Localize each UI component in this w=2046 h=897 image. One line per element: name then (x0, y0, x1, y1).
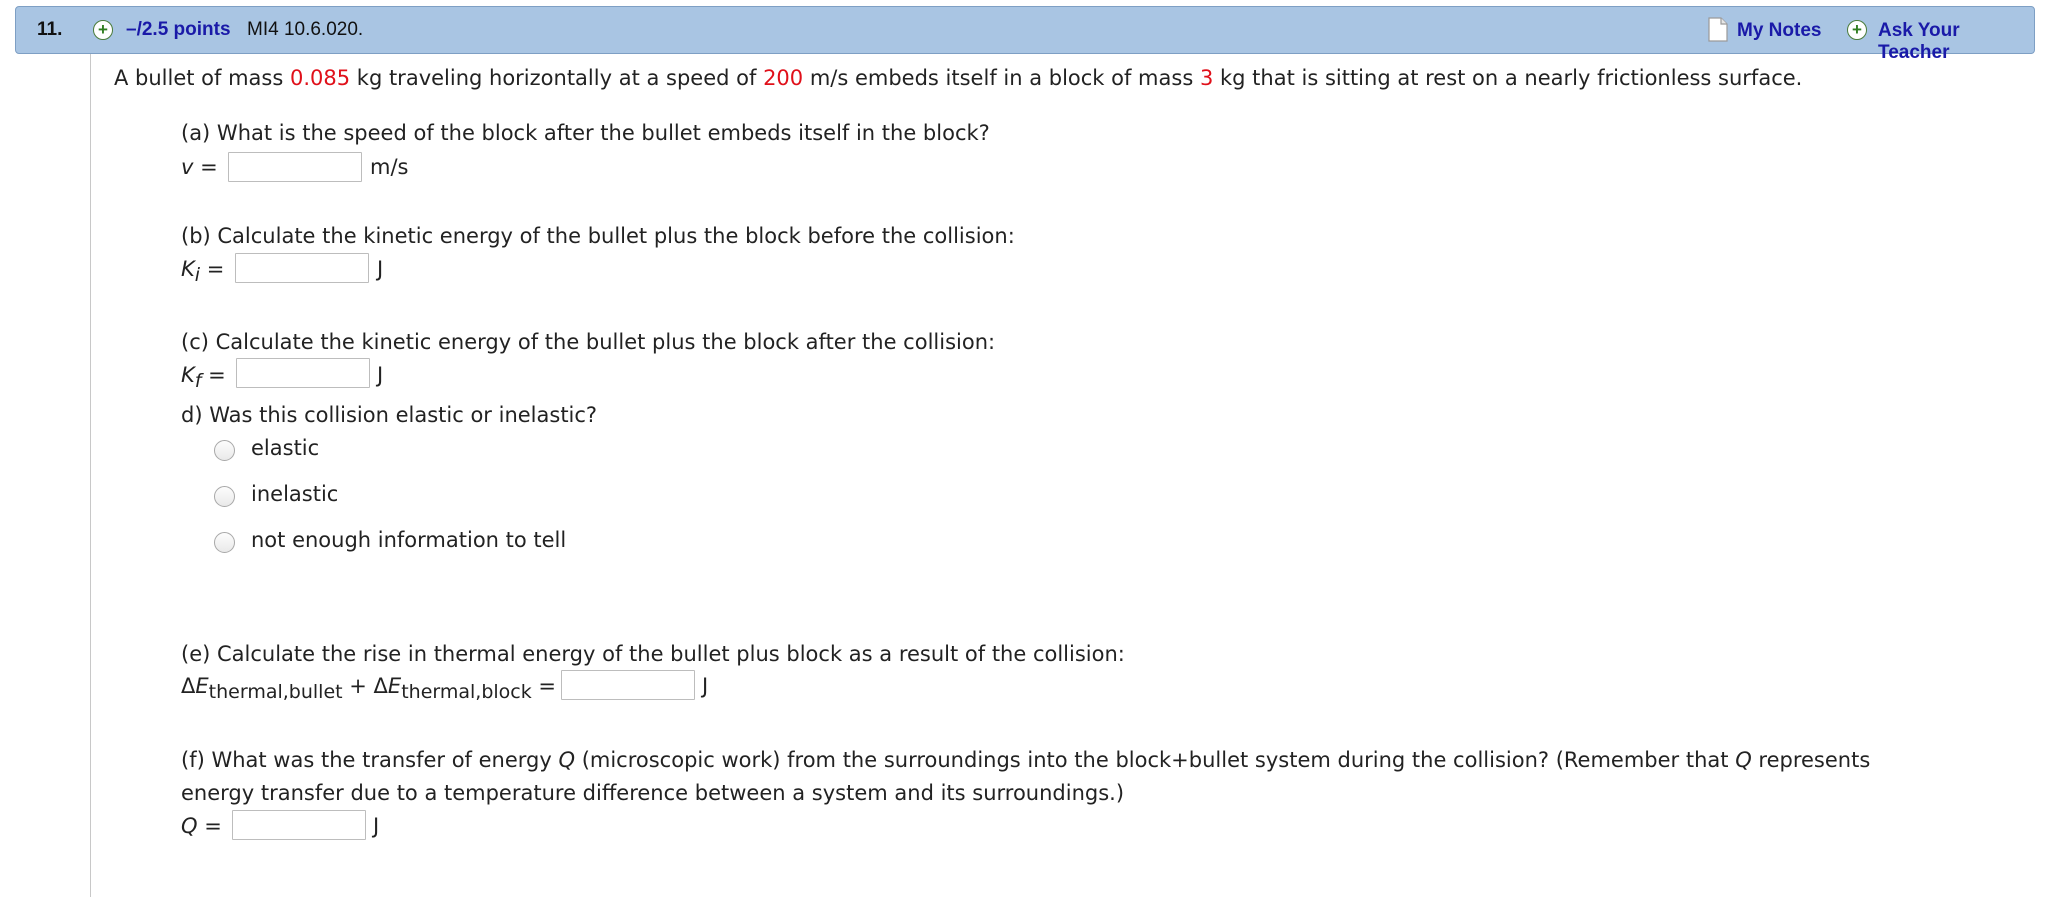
part-f-text-1: (f) What was the transfer of energy (181, 748, 559, 772)
delta-symbol-2: Δ (373, 674, 388, 698)
part-f-eq: = (197, 814, 222, 838)
part-f-question-line1 (181, 748, 1870, 772)
part-b-unit: J (377, 257, 384, 281)
part-b-eq: = (200, 257, 225, 281)
part-e-var-2: E (387, 674, 402, 698)
problem-text-3: m/s embeds itself in a block of mass (803, 66, 1200, 90)
part-e-eq: = (531, 674, 557, 698)
radio-elastic[interactable] (214, 440, 235, 461)
part-a-unit: m/s (370, 155, 409, 179)
problem-statement (114, 66, 1802, 90)
part-e-question: (e) Calculate the rise in thermal energy of the bullet plus block as a result of the collision: (181, 642, 1125, 666)
part-f-answer-input[interactable] (232, 810, 366, 840)
part-f-q-var-1: Q (558, 748, 576, 772)
part-e-var-1: E (195, 674, 209, 698)
part-b-question: (b) Calculate the kinetic energy of the bullet plus the block before the collision: (181, 224, 1015, 248)
part-e-unit: J (702, 674, 709, 698)
part-e-sub-bullet: thermal,bullet (208, 681, 343, 704)
option-elastic-label: elastic (251, 436, 320, 460)
bullet-speed-value: 200 (763, 66, 804, 90)
expand-plus-icon[interactable]: + (93, 20, 113, 40)
part-a-question: (a) What is the speed of the block after the bullet embeds itself in the block? (181, 121, 990, 145)
part-f-label (181, 814, 222, 838)
problem-text-1: A bullet of mass (114, 66, 290, 90)
bullet-mass-value: 0.085 (289, 66, 351, 90)
part-c-question: (c) Calculate the kinetic energy of the bullet plus the block after the collision: (181, 330, 996, 354)
part-b-sub: i (194, 264, 201, 287)
delta-symbol-1: Δ (181, 674, 196, 698)
part-f-text-2: (microscopic work) from the surroundings into the block+bullet system during the collision? (Remember that (575, 748, 1736, 772)
part-c-var: K (181, 363, 195, 387)
part-c-eq: = (201, 363, 226, 387)
points-link[interactable]: –/2.5 points (126, 19, 231, 40)
part-c-unit: J (377, 363, 384, 387)
part-c-sub: f (194, 370, 202, 393)
part-a-answer-input[interactable] (228, 152, 362, 182)
part-a-var: v (181, 155, 194, 179)
block-mass-value: 3 (1199, 66, 1214, 90)
ask-teacher-plus-icon[interactable]: + (1847, 20, 1867, 40)
radio-not-enough-info[interactable] (214, 532, 235, 553)
part-f-question-line2: energy transfer due to a temperature difference between a system and its surroundings.) (181, 781, 1125, 805)
question-id: MI4 10.6.020. (247, 19, 364, 40)
question-header (15, 6, 2035, 63)
part-c-label (181, 363, 226, 392)
part-f-text-3: represents (1751, 748, 1871, 772)
part-d-question: d) Was this collision elastic or inelastic? (181, 403, 598, 427)
option-inelastic-label: inelastic (251, 482, 339, 506)
part-b-answer-input[interactable] (235, 253, 369, 283)
part-f-q-var-2: Q (1735, 748, 1752, 772)
note-icon[interactable] (1708, 17, 1728, 42)
part-c-answer-input[interactable] (236, 358, 370, 388)
part-e-answer-input[interactable] (561, 670, 695, 700)
part-e-plus: + (342, 674, 374, 698)
my-notes-link[interactable]: My Notes (1737, 20, 1822, 41)
option-not-enough-info-label: not enough information to tell (251, 528, 567, 552)
problem-text-2: kg traveling horizontally at a speed of (350, 66, 764, 90)
problem-text-4: kg that is sitting at rest on a nearly frictionless surface. (1213, 66, 1803, 90)
part-f-unit: J (373, 814, 380, 838)
part-a-label (181, 155, 218, 179)
part-a-eq: = (193, 155, 218, 179)
radio-inelastic[interactable] (214, 486, 235, 507)
part-f-var: Q (181, 814, 198, 838)
content-left-rule (90, 54, 91, 897)
part-b-label (181, 257, 224, 286)
part-e-sub-block: thermal,block (401, 681, 532, 704)
ask-your-teacher-link[interactable]: Ask Your Teacher (1878, 20, 1960, 63)
part-e-label (181, 674, 556, 703)
part-b-var: K (181, 257, 195, 281)
question-number: 11. (37, 19, 63, 40)
